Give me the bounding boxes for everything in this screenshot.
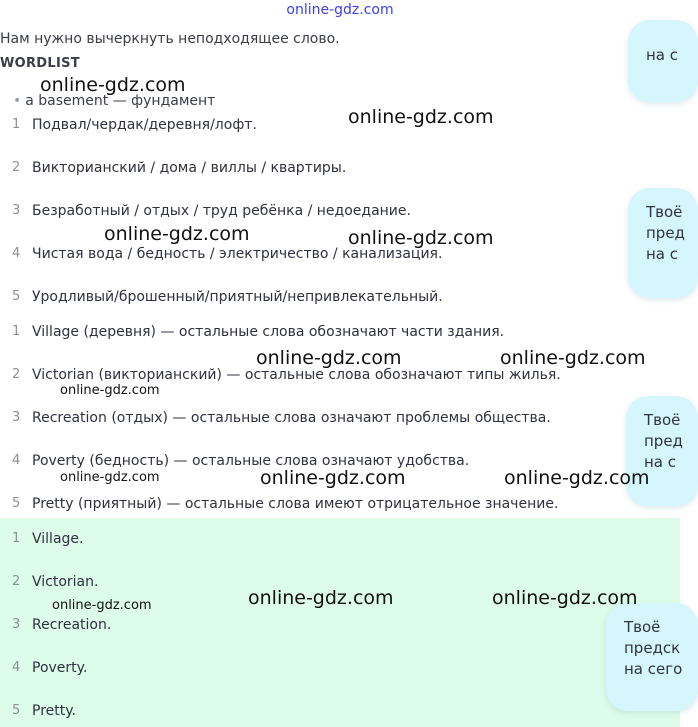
watermark: online-gdz.com [60,383,160,398]
watermark: online-gdz.com [256,347,402,369]
row-number: 5 [12,496,21,511]
row-text: Poverty (бедность) — остальные слова означают удобства. [32,453,470,469]
row-text: Recreation. [32,617,112,633]
prediction-bubble[interactable] [628,20,698,102]
row-text: Village. [32,531,84,547]
watermark: online-gdz.com [504,467,650,489]
answer-block [0,519,680,727]
row-number: 3 [12,203,21,218]
row-number: 3 [12,410,21,425]
row-text: Victorian. [32,574,99,590]
row-number: 1 [12,531,21,546]
wordlist-item: • a basement — фундамент [13,93,216,109]
bubble-text-line: Твоё [644,411,681,429]
bubble-text-line: на с [646,46,679,64]
row-number: 1 [12,324,21,339]
bubble-text-line: на с [646,245,679,263]
row-number: 2 [12,367,21,382]
row-text: Victorian (викторианский) — остальные слова обозначают типы жилья. [32,367,561,383]
row-text: Викторианский / дома / виллы / квартиры. [32,160,347,176]
watermark: online-gdz.com [52,598,152,613]
watermark: online-gdz.com [500,347,646,369]
watermark: online-gdz.com [348,227,494,249]
row-number: 4 [12,660,21,675]
prediction-bubble[interactable] [628,188,698,298]
bubble-text-line: на с [644,453,677,471]
watermark: online-gdz.com [40,74,186,96]
bubble-text-line: пред [644,432,683,450]
bubble-text-line: предск [624,639,681,657]
row-number: 5 [12,289,21,304]
row-number: 1 [12,117,21,132]
prediction-bubble[interactable] [626,396,698,506]
row-number: 4 [12,246,21,261]
row-number: 4 [12,453,21,468]
watermark: online-gdz.com [492,587,638,609]
bubble-text-line: пред [646,224,685,242]
row-number: 5 [12,703,21,718]
row-text: Pretty. [32,703,76,719]
watermark: online-gdz.com [348,106,494,128]
bullet-icon: • [13,93,22,109]
row-text: Village (деревня) — остальные слова обозначают части здания. [32,324,505,340]
row-text: Подвал/чердак/деревня/лофт. [32,117,257,133]
prediction-bubble[interactable] [606,603,698,711]
watermark: online-gdz.com [260,467,406,489]
bubble-text-line: Твоё [646,203,683,221]
row-text: Уродливый/брошенный/приятный/непривлекательный. [32,289,443,305]
intro-text: Нам нужно вычеркнуть неподходящее слово. [0,31,340,47]
row-text: Recreation (отдых) — остальные слова означают проблемы общества. [32,410,551,426]
bubble-text-line: Твоё [624,618,661,636]
row-text: Pretty (приятный) — остальные слова имеют отрицательное значение. [32,496,559,512]
row-number: 2 [12,574,21,589]
row-text: Poverty. [32,660,88,676]
row-text: Чистая вода / бедность / электричество / канализация. [32,246,443,262]
watermark: online-gdz.com [104,223,250,245]
wordlist-heading: WORDLIST [0,56,80,71]
bubble-text-line: на сего [624,660,683,678]
row-number: 3 [12,617,21,632]
row-number: 2 [12,160,21,175]
watermark: online-gdz.com [60,470,160,485]
site-watermark-top: online-gdz.com [286,2,394,18]
watermark: online-gdz.com [248,587,394,609]
row-text: Безработный / отдых / труд ребёнка / недоедание. [32,203,411,219]
